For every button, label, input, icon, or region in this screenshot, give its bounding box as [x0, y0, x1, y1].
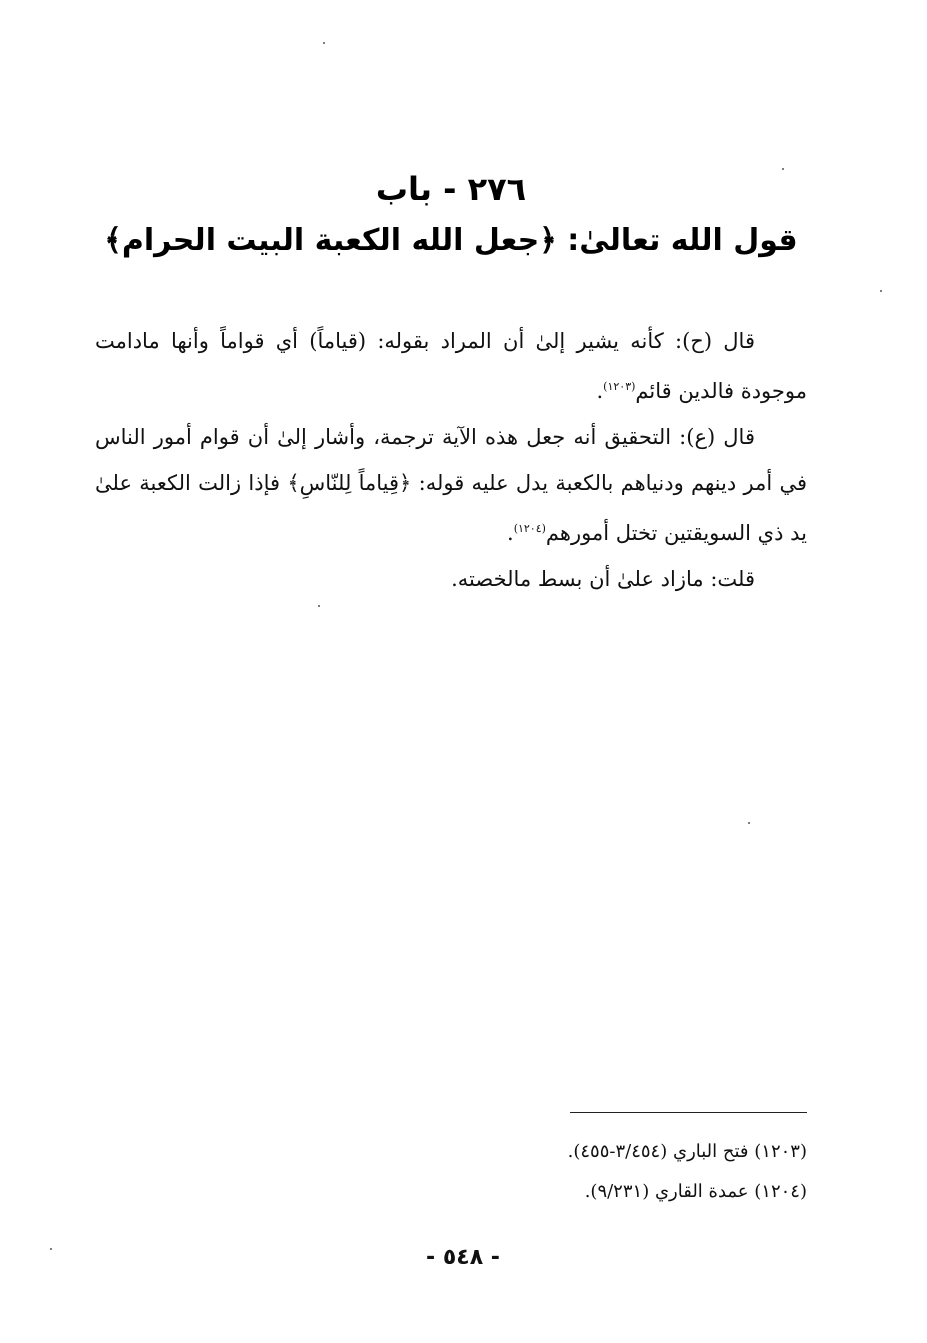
paragraph-2-end: . [507, 521, 514, 545]
paragraph-3: قلت: مازاد علىٰ أن بسط مالخصته. [451, 567, 755, 591]
footnote-separator [570, 1112, 807, 1113]
footnote-1204: (١٢٠٤) عمدة القاري (٩/٢٣١). [584, 1181, 807, 1202]
chapter-title: ٢٧٦ - باب [375, 170, 527, 208]
paragraph-1-text: قال (ح): كأنه يشير إلىٰ أن المراد بقوله: (قياماً) أي قواماً وأنها مادامت موجودة فالدين قائم [95, 329, 807, 403]
body-text [95, 318, 807, 602]
footnotes [95, 1132, 807, 1212]
footnote-ref-1204: (١٢٠٤) [513, 522, 546, 535]
scan-speck [318, 605, 320, 607]
paragraph-2 [95, 414, 807, 556]
paragraph-2-text: قال (ع): التحقيق أنه جعل هذه الآية ترجمة، وأشار إلىٰ أن قوام أمور الناس في أمر دينهم ودنياهم بالكعبة يدل عليه قوله: ﴿قِياماً لِلنّاسِ﴾ فإذا زالت الكعبة علىٰ يد ذي السويقتين تختل أمورهم [95, 425, 807, 545]
scan-speck [782, 168, 784, 170]
footnote-ref-1203: (١٢٠٣) [603, 380, 636, 393]
scan-speck [880, 290, 882, 292]
paragraph-1-end: . [596, 379, 604, 403]
paragraph-1 [95, 318, 807, 414]
scan-speck [323, 42, 325, 44]
chapter-subtitle: قول الله تعالىٰ: ﴿جعل الله الكعبة البيت الحرام﴾ [104, 223, 798, 258]
page-number: - ٥٤٨ - [426, 1245, 500, 1270]
scan-speck [748, 822, 750, 824]
scan-speck [50, 1248, 52, 1250]
footnote-1203: (١٢٠٣) فتح الباري (٣/٤٥٤-٤٥٥). [567, 1141, 807, 1162]
